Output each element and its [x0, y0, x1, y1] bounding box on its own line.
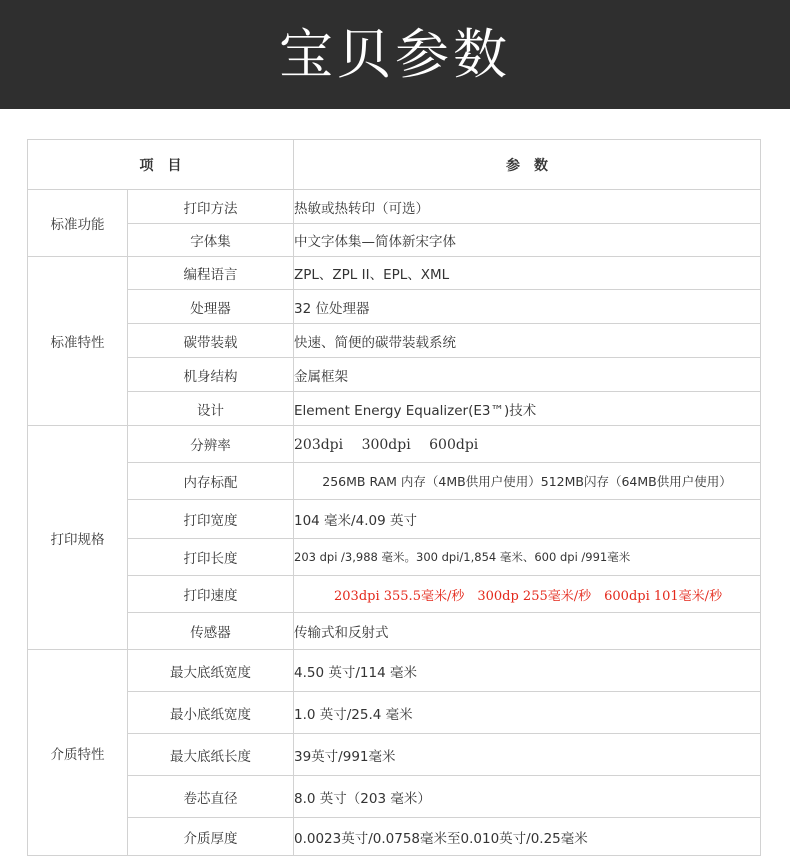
row-value: 1.0 英寸/25.4 毫米 — [294, 692, 761, 734]
row-item: 最大底纸长度 — [128, 734, 294, 776]
category-media-features: 介质特性 — [28, 650, 128, 856]
page-title: 宝贝参数 — [279, 22, 511, 86]
table-row — [28, 392, 761, 426]
row-item: 最大底纸宽度 — [128, 650, 294, 692]
category-standard-functions: 标准功能 — [28, 190, 128, 257]
table-row — [28, 463, 761, 500]
row-value: 热敏或热转印（可选） — [294, 190, 761, 224]
header-item: 项 目 — [28, 140, 294, 190]
row-item: 碳带装载 — [128, 324, 294, 358]
row-item: 最小底纸宽度 — [128, 692, 294, 734]
row-item: 内存标配 — [128, 463, 294, 500]
table-row — [28, 190, 761, 224]
table-row — [28, 358, 761, 392]
row-value: Element Energy Equalizer(E3™)技术 — [294, 392, 761, 426]
row-item: 打印长度 — [128, 539, 294, 576]
table-row — [28, 576, 761, 613]
row-item: 打印宽度 — [128, 500, 294, 539]
table-row — [28, 539, 761, 576]
row-value: ZPL、ZPL II、EPL、XML — [294, 257, 761, 290]
row-item: 处理器 — [128, 290, 294, 324]
row-item: 打印方法 — [128, 190, 294, 224]
row-value: 0.0023英寸/0.0758毫米至0.010英寸/0.25毫米 — [294, 818, 761, 856]
spec-table — [27, 139, 761, 856]
table-row — [28, 776, 761, 818]
row-item: 编程语言 — [128, 257, 294, 290]
row-value: 快速、简便的碳带装载系统 — [294, 324, 761, 358]
row-value: 203dpi 355.5毫米/秒 300dp 255毫米/秒 600dpi 101毫米/秒 — [294, 576, 761, 613]
row-item: 打印速度 — [128, 576, 294, 613]
table-row — [28, 224, 761, 257]
category-print-specs: 打印规格 — [28, 426, 128, 650]
row-value: 金属框架 — [294, 358, 761, 392]
table-row — [28, 650, 761, 692]
table-row — [28, 257, 761, 290]
table-row — [28, 426, 761, 463]
table-header-row — [28, 140, 761, 190]
header-param: 参 数 — [294, 140, 761, 190]
table-row — [28, 324, 761, 358]
row-item: 机身结构 — [128, 358, 294, 392]
row-value: 中文字体集—简体新宋字体 — [294, 224, 761, 257]
table-row — [28, 692, 761, 734]
table-row — [28, 290, 761, 324]
header-banner — [0, 0, 790, 109]
row-value: 203 dpi /3,988 毫米。300 dpi/1,854 毫米、600 dpi /991毫米 — [294, 539, 761, 576]
table-row — [28, 734, 761, 776]
row-item: 介质厚度 — [128, 818, 294, 856]
row-value: 39英寸/991毫米 — [294, 734, 761, 776]
row-item: 设计 — [128, 392, 294, 426]
table-row — [28, 613, 761, 650]
row-item: 卷芯直径 — [128, 776, 294, 818]
row-value: 203dpi 300dpi 600dpi — [294, 426, 761, 463]
row-value: 256MB RAM 内存（4MB供用户使用）512MB闪存（64MB供用户使用） — [294, 463, 761, 500]
table-row — [28, 500, 761, 539]
row-value: 4.50 英寸/114 毫米 — [294, 650, 761, 692]
row-value: 8.0 英寸（203 毫米） — [294, 776, 761, 818]
row-item: 传感器 — [128, 613, 294, 650]
row-value: 32 位处理器 — [294, 290, 761, 324]
category-standard-features: 标准特性 — [28, 257, 128, 426]
row-item: 分辨率 — [128, 426, 294, 463]
row-item: 字体集 — [128, 224, 294, 257]
row-value: 104 毫米/4.09 英寸 — [294, 500, 761, 539]
row-value: 传输式和反射式 — [294, 613, 761, 650]
